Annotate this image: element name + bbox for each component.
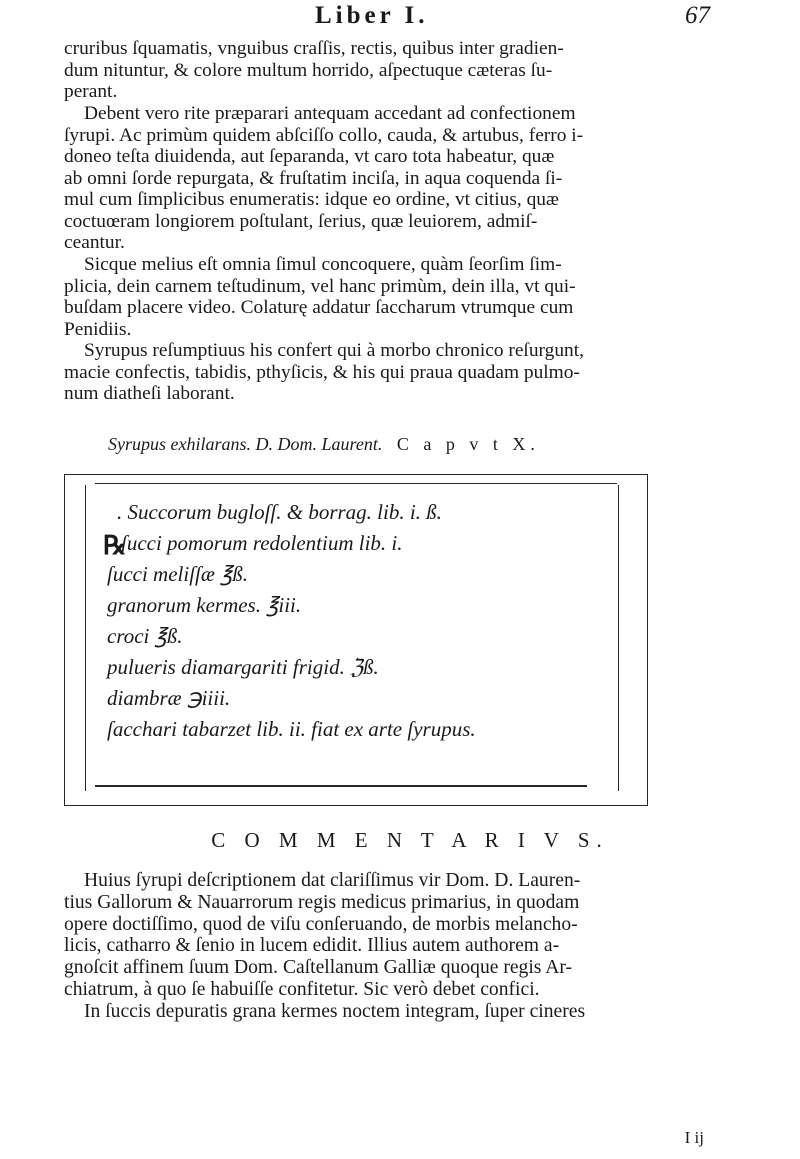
- text-line: coctuœram longiorem poſtulant, ſerius, quæ leuiorem, admiſ-: [64, 210, 538, 232]
- text-line: Debent vero rite præparari antequam accedant ad confectionem: [84, 103, 576, 124]
- text-line: Syrupus reſumptiuus his confert qui à morbo chronico reſurgunt,: [84, 340, 584, 361]
- text-line: Penidiis.: [64, 318, 132, 340]
- signature-mark: I ij: [684, 1128, 704, 1147]
- text-line: doneo teſta diuidenda, aut ſeparanda, vt caro tota habeatur, quæ: [64, 146, 555, 167]
- paragraph-preparation: [64, 103, 714, 254]
- text-line: Sicque melius eſt omnia ſimul concoquere, quàm ſeorſim ſim-: [84, 254, 562, 275]
- recipe-box: [64, 474, 648, 806]
- chapter-heading: [108, 434, 668, 455]
- ingredient-item: croci ℥ß.: [107, 624, 183, 648]
- ingredient-item: granorum kermes. ℥iii.: [107, 593, 302, 617]
- rule-divider: [95, 483, 617, 484]
- ingredient-item: . Succorum bugloſſ. & borrag. lib. i. ß.: [117, 500, 442, 524]
- text-line: Huius ſyrupi deſcriptionem dat clariſſimus vir Dom. D. Lauren-: [84, 870, 581, 891]
- text-line: mul cum ſimplicibus enumeratis: idque eo ordine, vt citius, quæ: [64, 189, 559, 210]
- top-text-block: [64, 38, 714, 103]
- text-line: buſdam placere video. Colaturę addatur ſaccharum vtrumque cum: [64, 297, 574, 318]
- text-line: chiatrum, à quo ſe habuiſſe confitetur. Sic verò debet confici.: [64, 978, 540, 1000]
- text-line: num diatheſi laborant.: [64, 383, 235, 404]
- text-line: dum nituntur, & colore multum horrido, aſpectuque cæteras ſu-: [64, 59, 553, 81]
- paragraph-cooking: [64, 254, 714, 340]
- ingredient-item: ſucci pomorum redolentium lib. i.: [121, 531, 403, 555]
- text-line: gnoſcit affinem ſuum Dom. Caſtellanum Galliæ quoque regis Ar-: [64, 957, 573, 979]
- rule-divider: [95, 785, 587, 787]
- text-line: plicia, dein carnem teſtudinum, vel hanc primùm, dein illa, vt qui-: [64, 275, 576, 297]
- text-line: ab omni ſorde repurgata, & fruſtatim inciſa, in aqua coquenda ſi-: [64, 167, 563, 189]
- recipe-rx-icon: ℞: [103, 531, 127, 560]
- commentary-heading: C O M M E N T A R I V S.: [211, 828, 609, 852]
- chapter-title: Syrupus exhilarans. D. Dom. Laurent.: [108, 434, 383, 454]
- ingredient-item: diambræ ℈iiii.: [107, 686, 231, 710]
- text-line: perant.: [64, 81, 118, 102]
- paragraph-uses: [64, 340, 714, 405]
- text-line: In ſuccis depuratis grana kermes noctem integram, ſuper cineres: [84, 1000, 586, 1022]
- text-line: tius Gallorum & Nauarrorum regis medicus primarius, in quodam: [64, 891, 580, 913]
- ingredient-list: [107, 497, 627, 745]
- chapter-number: C a p v t X.: [396, 434, 540, 454]
- rule-divider: [85, 485, 86, 791]
- text-line: opere doctiſſimo, quod de viſu conſeruando, de morbis melancho-: [64, 913, 578, 935]
- commentary-text: [64, 870, 714, 1023]
- text-line: licis, catharro & ſenio in lucem edidit. Illius autem authorem a-: [64, 935, 560, 957]
- text-line: macie confectis, tabidis, pthyſicis, & his qui praua quadam pulmo-: [64, 361, 580, 383]
- page-number: 67: [685, 2, 710, 29]
- text-line: cruribus ſquamatis, vnguibus craſſis, rectis, quibus inter gradien-: [64, 38, 564, 59]
- page-header: [60, 2, 710, 36]
- text-line: ceantur.: [64, 232, 125, 253]
- running-head: Liber I.: [315, 2, 429, 29]
- ingredient-item: ſucci meliſſæ ℥ß.: [107, 562, 249, 586]
- text-line: ſyrupi. Ac primùm quidem abſciſſo collo, cauda, & artubus, ferro i-: [64, 124, 584, 146]
- ingredient-item: ſacchari tabarzet lib. ii. fiat ex arte ſyrupus.: [107, 717, 476, 741]
- ingredient-item: pulueris diamargariti frigid. ℨß.: [107, 655, 379, 679]
